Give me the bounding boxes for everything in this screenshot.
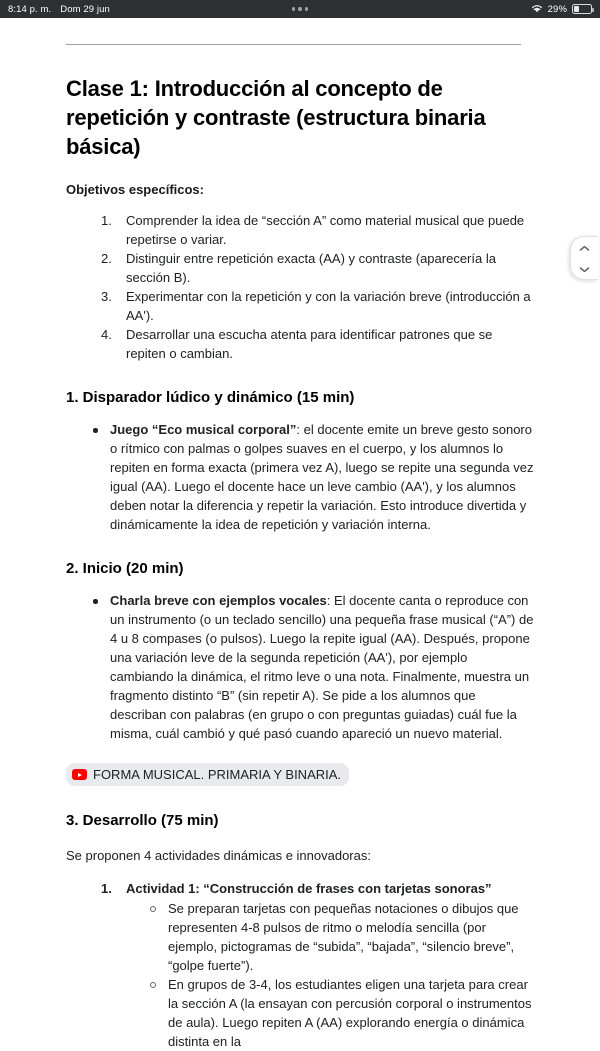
status-bar-left xyxy=(8,4,110,15)
dot-1 xyxy=(292,7,296,11)
list-item: En grupos de 3-4, los estudiantes eligen una tarjeta para crear la sección A (la ensayan con percusión corporal o instrumentos de aula). Luego repiten A (AA) explorando energía o dinámica distinta en la xyxy=(148,975,534,1051)
objectives-heading: Objetivos específicos: xyxy=(66,182,204,197)
battery-icon xyxy=(572,4,592,14)
list-item: Experimentar con la repetición y con la variación breve (introducción a AA'). xyxy=(126,289,531,323)
page-title: Clase 1: Introducción al concepto de repetición y contraste (estructura binaria básica) xyxy=(66,76,486,159)
list-item xyxy=(92,420,534,534)
section-3-intro: Se proponen 4 actividades dinámicas e innovadoras: xyxy=(66,848,371,863)
video-link-chip[interactable] xyxy=(66,763,349,786)
top-divider xyxy=(66,44,521,45)
section-heading-1: 1. Disparador lúdico y dinámico (15 min) xyxy=(66,389,355,406)
status-bar xyxy=(0,0,600,18)
section-heading-3: 3. Desarrollo (75 min) xyxy=(66,812,219,829)
document-content xyxy=(0,44,600,1051)
dot-3 xyxy=(305,7,309,11)
objectives-list xyxy=(66,211,534,363)
status-bar-right xyxy=(531,3,592,16)
battery-fill xyxy=(574,6,579,12)
section-heading-2: 2. Inicio (20 min) xyxy=(66,560,184,577)
document-page[interactable] xyxy=(0,18,600,1049)
list-item: Distinguir entre repetición exacta (AA) y contraste (aparecería la sección B). xyxy=(126,251,496,285)
activity-title: Actividad 1: “Construcción de frases con tarjetas sonoras” xyxy=(126,881,492,896)
list-item: Desarrollar una escucha atenta para identificar patrones que se repiten o cambian. xyxy=(126,327,493,361)
bullet-title: Charla breve con ejemplos vocales xyxy=(110,593,327,608)
activities-list xyxy=(66,879,534,1051)
dot-2 xyxy=(298,7,302,11)
status-date: Dom 29 jun xyxy=(60,3,110,15)
chevron-down-icon[interactable] xyxy=(579,260,590,278)
list-item: Se preparan tarjetas con pequeñas notaciones o dibujos que representen 4-8 pulsos de ritmo o melodía sencilla (por ejemplo, pictogramas de “subida”, “bajada”, “silencio breve”, “golpe fuerte”). xyxy=(148,899,534,975)
youtube-icon xyxy=(72,769,87,780)
list-item xyxy=(92,591,534,743)
battery-percent-label: 29% xyxy=(547,3,567,15)
bullet-body: : el docente emite un breve gesto sonoro o rítmico con palmas o golpes suaves en el cuerpo, y los alumnos lo repiten en forma exacta (primera vez A), luego se repite una segunda vez igual (AA). Luego el docente hace un leve cambio (AA'), y los alumnos deben notar la diferencia y repetir la variación. Esto introduce divertida y dinámicamente la idea de repetición y variación interna. xyxy=(110,422,534,532)
bullet-body: : El docente canta o reproduce con un instrumento (o un teclado sencillo) una pequeña frase musical (“A”) de 4 u 8 compases (o pulsos). Luego la repite igual (AA). Después, propone una variación leve de la segunda repetición (AA'), por ejemplo cambiando la dinámica, el ritmo leve o una nota. Finalmente, muestra un fragmento distinto “B” (sin repetir A). Se pide a los alumnos que describan con palabras (en grupo o con preguntas guiadas) cuál fue la misma, cuál cambió y qué pasó cuando apareció un nuevo material. xyxy=(110,593,534,741)
chevron-up-icon[interactable] xyxy=(579,239,590,257)
section-2-bullets xyxy=(66,591,534,743)
status-time: 8:14 p. m. xyxy=(8,3,52,15)
section-1-bullets xyxy=(66,420,534,534)
scroll-stepper[interactable] xyxy=(570,236,598,280)
list-item: Comprender la idea de “sección A” como material musical que puede repetirse o variar. xyxy=(126,213,525,247)
list-item xyxy=(101,879,534,1051)
bullet-title: Juego “Eco musical corporal” xyxy=(110,422,297,437)
video-link-label: FORMA MUSICAL. PRIMARIA Y BINARIA. xyxy=(93,767,342,782)
activity-1-sub-bullets xyxy=(126,899,534,1051)
wifi-icon xyxy=(531,3,543,16)
